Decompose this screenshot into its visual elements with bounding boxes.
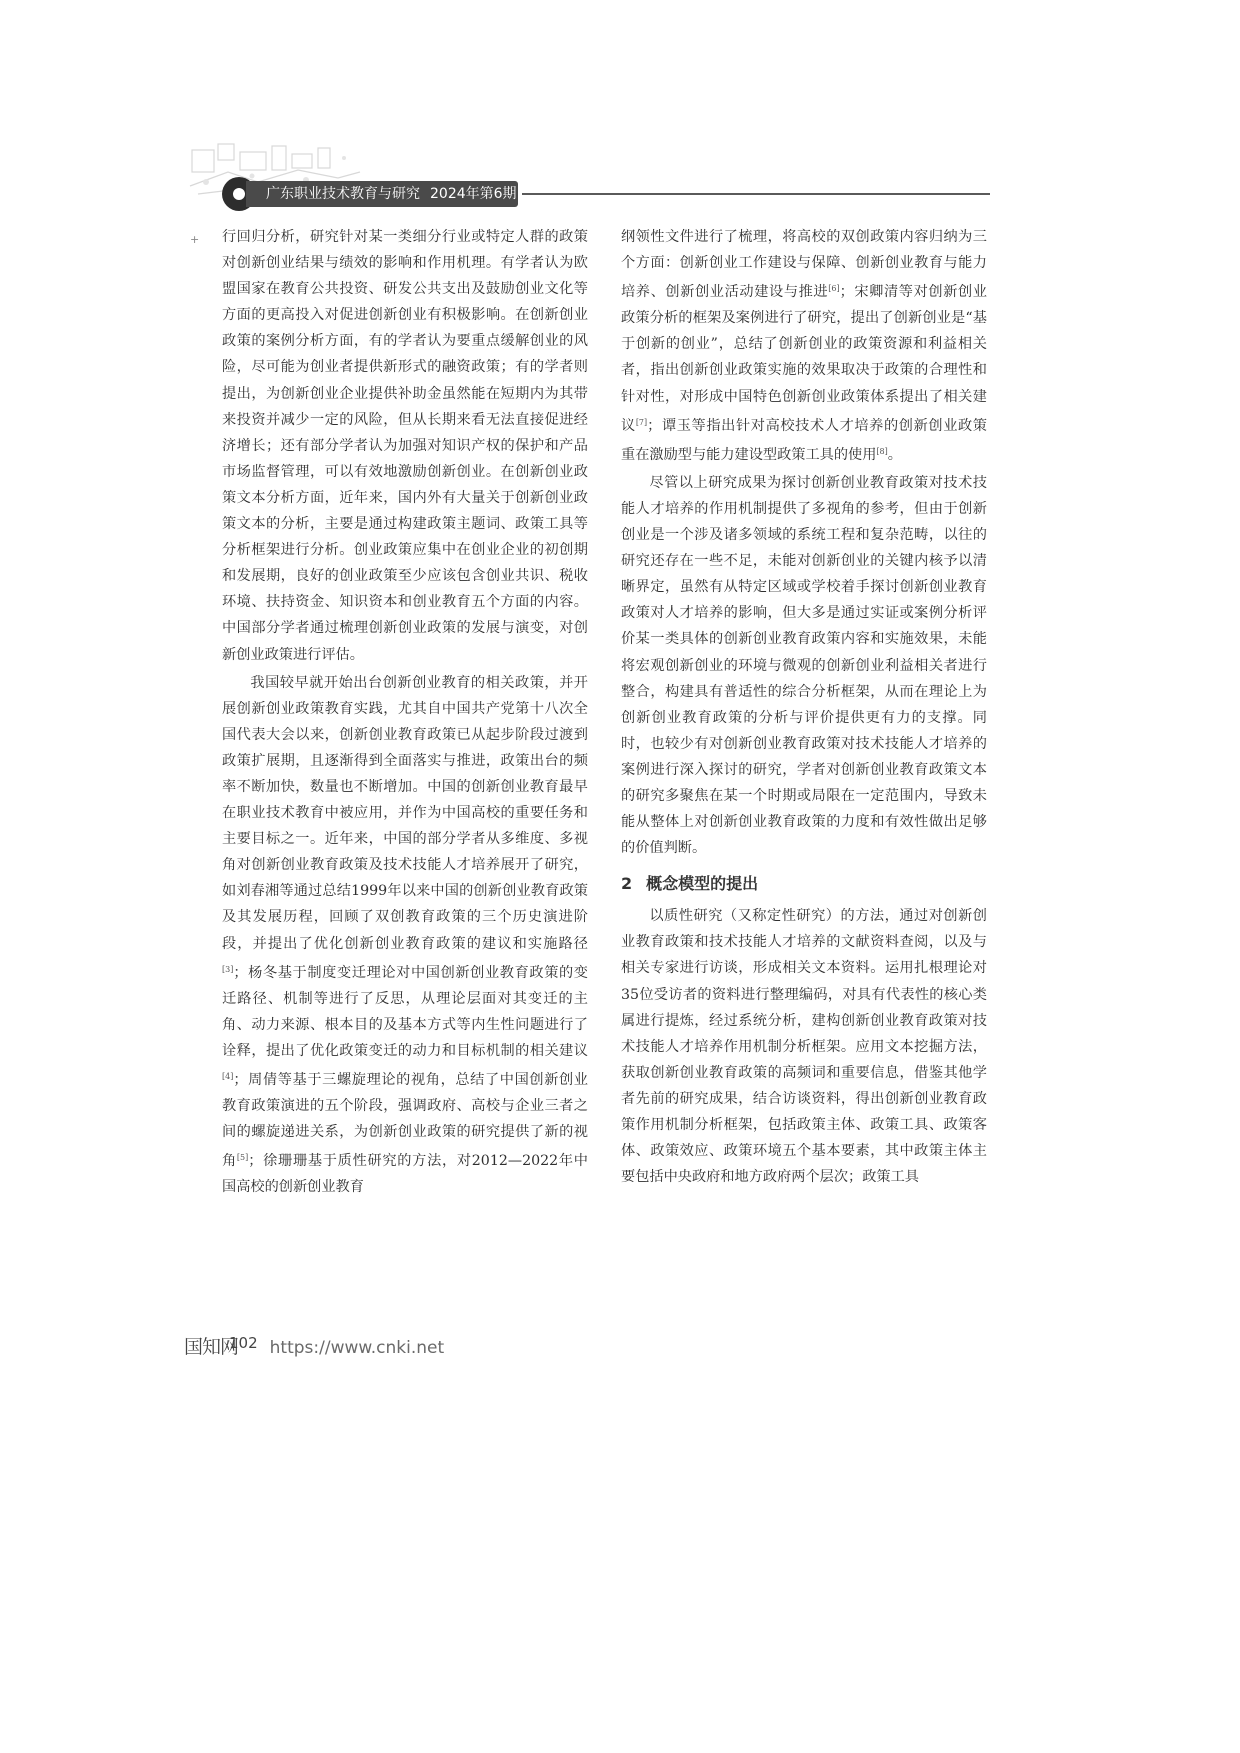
section-heading bbox=[621, 871, 987, 897]
page-number: 102 bbox=[229, 1334, 258, 1352]
paragraph: 行回归分析，研究针对某一类细分行业或特定人群的政策对创新创业结果与绩效的影响和作用机理。有学者认为欧盟国家在教育公共投资、研发公共支出及鼓励创业文化等方面的更高投入对促进创新创业有积极影响。在创新创业政策的案例分析方面，有的学者认为要重点缓解创业的风险，尽可能为创业者提供新形式的融资政策；有的学者则提出，为创新创业企业提供补助金虽然能在短期内为其带来投资并减少一定的风险，但从长期来看无法直接促进经济增长；还有部分学者认为加强对知识产权的保护和产品市场监督管理，可以有效地激励创新创业。在创新创业政策文本分析方面，近年来，国内外有大量关于创新创业政策文本的分析，主要是通过构建政策主题词、政策工具等分析框架进行分析。创业政策应集中在创业企业的初创期和发展期，良好的创业政策至少应该包含创业共识、税收环境、扶持资金、知识资本和创业教育五个方面的内容。中国部分学者通过梳理创新创业政策的发展与演变，对创新创业政策进行评估。 bbox=[222, 229, 588, 663]
journal-title: 广东职业技术教育与研究 bbox=[266, 186, 420, 202]
citation-ref-4[interactable]: [4] bbox=[222, 1072, 234, 1081]
footer-url-link[interactable]: https://www.cnki.net bbox=[269, 1338, 445, 1358]
section-title: 概念模型的提出 bbox=[646, 874, 759, 894]
journal-issue: 2024年第6期 bbox=[430, 186, 517, 202]
left-column bbox=[222, 224, 588, 1200]
page-footer bbox=[184, 1332, 444, 1359]
running-header bbox=[246, 181, 518, 207]
citation-ref-6[interactable]: [6] bbox=[828, 284, 840, 294]
paragraph: 我国较早就开始出台创新创业教育的相关政策，并开展创新创业政策教育实践，尤其自中国共产党第十八次全国代表大会以来，创新创业教育政策已从起步阶段过渡到政策扩展期，且逐渐得到全面落实与推进，政策出台的频率不断加快，数量也不断增加。中国的创新创业教育最早在职业技术教育中被应用，并作为中国高校的重要任务和主要目标之一。近年来，中国的部分学者从多维度、多视角对创新创业教育政策及技术技能人才培养展开了研究，如刘春湘等通过总结1999年以来中国的创新创业教育政策及其发展历程，回顾了双创教育政策的三个历史演进阶段，并提出了优化创新创业教育政策的建议和实施路径[3]；杨冬基于制度变迁理论对中国创新创业教育政策的变迁路径、机制等进行了反思，从理论层面对其变迁的主角、动力来源、根本目的及基本方式等内生性问题进行了诠释，提出了优化政策变迁的动力和目标机制的相关建议[4]；周倩等基于三螺旋理论的视角，总结了中国创新创业教育政策演进的五个阶段，强调政府、高校与企业三者之间的螺旋递进关系，为创新创业政策的研究提供了新的视角[5]；徐珊珊基于质性研究的方法，对2012—2022年中国高校的创新创业教育 bbox=[222, 674, 588, 1196]
citation-ref-7[interactable]: [7] bbox=[635, 417, 648, 427]
paragraph: 纲领性文件进行了梳理，将高校的双创政策内容归纳为三个方面：创新创业工作建设与保障、创新创业教育与能力培养、创新创业活动建设与推进[6]；宋卿清等对创新创业政策分析的框架及案例进行了研究，提出了创新创业是“基于创新的创业”，总结了创新创业的政策资源和利益相关者，指出创新创业政策实施的效果取决于政策的合理性和针对性，对形成中国特色创新创业政策体系提出了相关建议[7]；谭玉等指出针对高校技术人才培养的创新创业政策重在激励型与能力建设型政策工具的使用[8]。 bbox=[621, 229, 987, 463]
paragraph: 尽管以上研究成果为探讨创新创业教育政策对技术技能人才培养的作用机制提供了多视角的参考，但由于创新创业是一个涉及诸多领域的系统工程和复杂范畴，以往的研究还存在一些不足，未能对创新创业的关键内核予以清晰界定，虽然有从特定区域或学校着手探讨创新创业教育政策对人才培养的影响，但大多是通过实证或案例分析评价某一类具体的创新创业教育政策内容和实施效果，未能将宏观创新创业的环境与微观的创新创业利益相关者进行整合，构建具有普适性的综合分析框架，从而在理论上为创新创业教育政策的分析与评价提供更有力的支撑。同时，也较少有对创新创业教育政策对技术技能人才培养的案例进行深入探讨的研究，学者对创新创业教育政策文本的研究多聚焦在某一个时期或局限在一定范围内，导致未能从整体上对创新创业教育政策的力度和有效性做出足够的价值判断。 bbox=[621, 474, 987, 857]
citation-ref-3[interactable]: [3] bbox=[222, 964, 234, 974]
cnki-logo: 国知网 bbox=[184, 1336, 239, 1358]
citation-ref-5[interactable]: [5] bbox=[236, 1153, 249, 1163]
citation-ref-8[interactable]: [8] bbox=[876, 446, 888, 456]
right-column bbox=[621, 224, 987, 1190]
margin-mark: + bbox=[190, 233, 200, 246]
header-rule bbox=[522, 193, 990, 195]
section-number: 2 bbox=[621, 874, 633, 894]
paragraph: 以质性研究（又称定性研究）的方法，通过对创新创业教育政策和技术技能人才培养的文献资料查阅，以及与相关专家进行访谈，形成相关文本资料。运用扎根理论对35位受访者的资料进行整理编码，对具有代表性的核心类属进行提炼，经过系统分析，建构创新创业教育政策对技术技能人才培养作用机制分析框架。应用文本挖掘方法，获取创新创业教育政策的高频词和重要信息，借鉴其他学者先前的研究成果，结合访谈资料，得出创新创业教育政策作用机制分析框架，包括政策主体、政策工具、政策客体、政策效应、政策环境五个基本要素，其中政策主体主要包括中央政府和地方政府两个层次；政策工具 bbox=[621, 908, 987, 1186]
